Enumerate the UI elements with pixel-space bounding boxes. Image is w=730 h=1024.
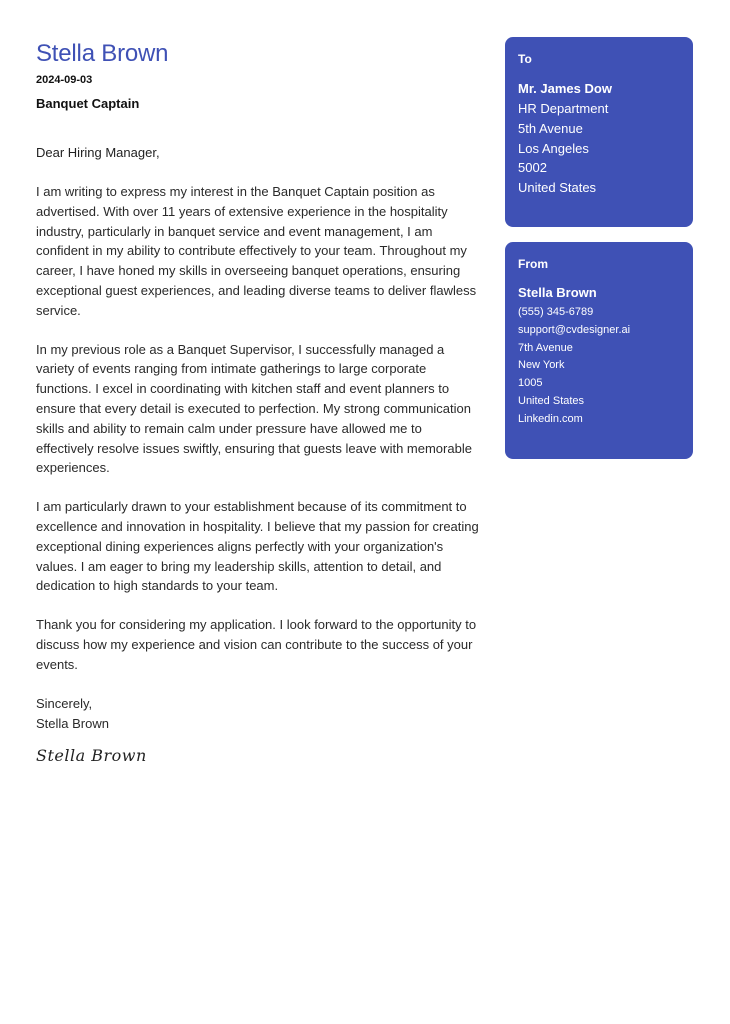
recipient-card-heading: To: [518, 52, 532, 66]
paragraph-motivation: I am particularly drawn to your establishment because of its commitment to excellence and innovation in hospitality. I believe that my passion for creating exceptional dining experiences aligns perfectly with your organization's values. I am eager to bring my leadership skills, attention to detail, and dedication to high standards to your team.: [36, 499, 479, 594]
letter-date: 2024-09-03: [36, 74, 93, 86]
paragraph-experience: In my previous role as a Banquet Supervisor, I successfully managed a variety of events ranging from intimate gatherings to large corporate functions. I excel in coordinating with kitchen staff and event planners to ensure that every detail is executed to perfection. My strong communication skills and ability to remain calm under pressure have allowed me to effectively resolve issues swiftly, ensuring that guests leave with memorable experiences.: [36, 341, 472, 476]
sender-zip: 1005: [518, 377, 543, 390]
recipient-zip: 5002: [518, 160, 547, 176]
salutation: Dear Hiring Manager,: [36, 145, 160, 160]
job-title: Banquet Captain: [36, 96, 140, 111]
sender-card-name: Stella Brown: [518, 285, 597, 300]
recipient-name: Mr. James Dow: [518, 81, 612, 96]
handwritten-signature: Stella Brown: [36, 745, 147, 765]
letter-body: [36, 40, 480, 765]
sender-name-heading: Stella Brown: [36, 40, 169, 67]
sender-city: New York: [518, 359, 565, 372]
closing-phrase: Sincerely,: [36, 695, 93, 711]
paragraph-intro: I am writing to express my interest in the Banquet Captain position as advertised. With over 11 years of extensive experience in the hospitality industry, particularly in banquet service and event management, I am confident in my ability to contribute effectively to your team. Throughout my career, I have honed my skills in overseeing banquet operations, ensuring exceptional guest experiences, and leading diverse teams to deliver flawless service.: [36, 184, 477, 318]
sender-card: [505, 242, 693, 459]
sender-country: United States: [518, 394, 585, 407]
sender-street: 7th Avenue: [518, 341, 573, 354]
sender-email: support@cvdesigner.ai: [518, 323, 631, 336]
closing-block: [36, 694, 480, 734]
sender-phone: (555) 345-6789: [518, 306, 594, 318]
recipient-department: HR Department: [518, 101, 609, 116]
sender-linkedin: Linkedin.com: [518, 412, 583, 425]
recipient-street: 5th Avenue: [518, 120, 583, 136]
recipient-country: United States: [518, 180, 597, 196]
recipient-card: [505, 37, 693, 227]
sender-card-heading: From: [518, 257, 548, 271]
recipient-city: Los Angeles: [518, 140, 589, 156]
paragraph-thanks: Thank you for considering my application. I look forward to the opportunity to discuss how my experience and vision can contribute to the success of your events.: [36, 617, 477, 672]
closing-name: Stella Brown: [36, 715, 109, 731]
